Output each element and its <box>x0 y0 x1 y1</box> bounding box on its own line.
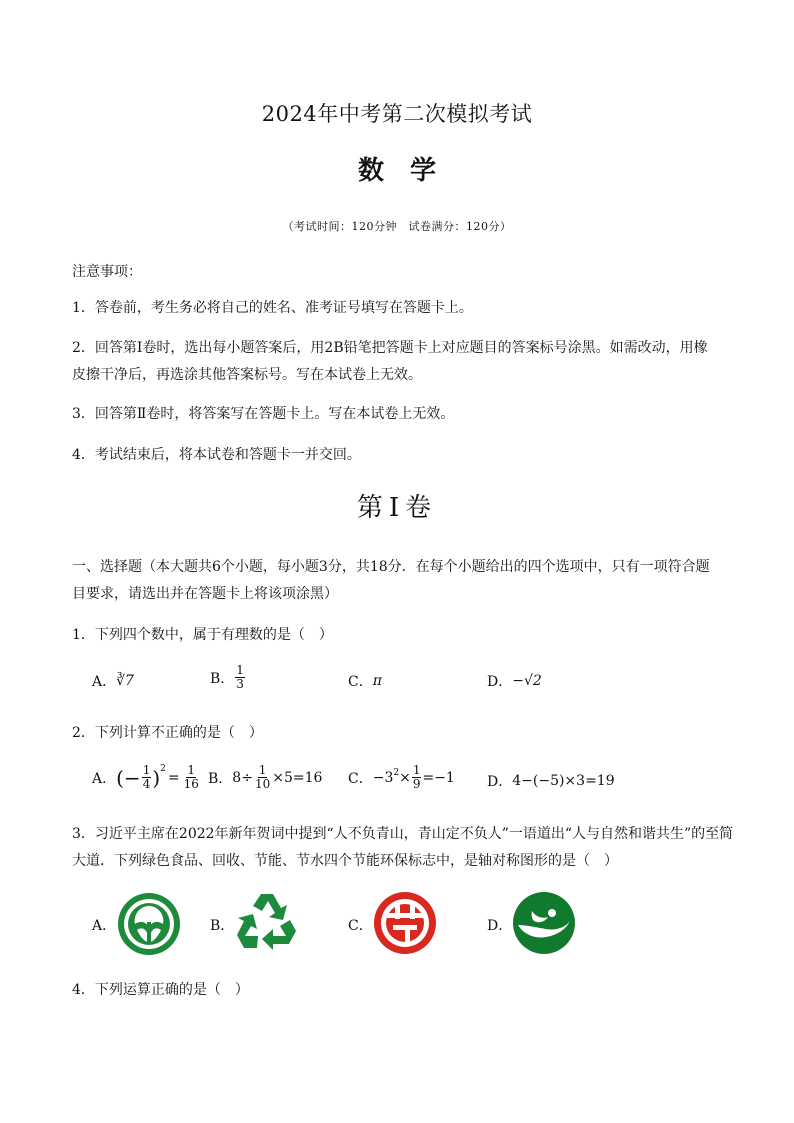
water-saving-logo-icon <box>512 891 576 955</box>
section-heading-cont: 目要求，请选出并在答题卡上将该项涂黑） <box>72 586 338 602</box>
expr-part: =−1 <box>422 769 455 786</box>
exponent: 2 <box>393 768 400 778</box>
option-label: D． <box>487 774 513 790</box>
option-label: A． <box>92 674 117 690</box>
numerator: 1 <box>412 763 421 777</box>
fraction <box>235 664 245 691</box>
option-label: B． <box>208 770 233 787</box>
q3-option-b-label[interactable]: B． <box>210 918 235 934</box>
denominator: 4 <box>142 777 151 791</box>
option-expr: 4−(−5)×3=19 <box>512 773 615 789</box>
fraction <box>142 764 152 791</box>
question-1-stem: 1．下列四个数中，属于有理数的是（ ） <box>72 627 333 643</box>
fraction <box>183 764 200 791</box>
q1-option-d[interactable] <box>487 671 542 691</box>
exam-title: 2024年中考第二次模拟考试 <box>261 102 533 126</box>
numerator: 1 <box>258 763 267 777</box>
option-expr: π <box>372 673 382 689</box>
option-label: C． <box>348 770 373 787</box>
expr-part: −3 <box>372 769 394 786</box>
q3-option-c-label[interactable]: C． <box>348 918 373 934</box>
question-4-stem: 4．下列运算正确的是（ ） <box>72 982 249 998</box>
paren-close: ) <box>152 765 161 790</box>
notes-heading: 注意事项： <box>72 264 142 280</box>
paren-open: (− <box>116 765 141 790</box>
expr-part: ×5=16 <box>272 769 323 786</box>
option-label: A． <box>92 770 117 787</box>
denominator: 10 <box>254 777 271 791</box>
expr-part: × <box>399 769 411 786</box>
green-food-logo-icon <box>117 892 181 956</box>
question-3-stem-cont: 大道．下列绿色食品、回收、节能、节水四个节能环保标志中，是轴对称图形的是（ ） <box>72 853 618 869</box>
option-label: B． <box>210 670 235 687</box>
note-item: 4．考试结束后，将本试卷和答题卡一并交回。 <box>72 447 361 463</box>
q2-option-b[interactable] <box>208 764 322 791</box>
denominator: 9 <box>412 777 421 791</box>
numerator: 1 <box>187 763 196 777</box>
q2-option-d[interactable] <box>487 771 615 791</box>
note-item: 1．答卷前，考生务必将自己的姓名、准考证号填写在答题卡上。 <box>72 300 473 316</box>
denominator: 3 <box>236 677 244 691</box>
denominator: 16 <box>183 777 199 791</box>
recycle-logo-icon <box>234 890 300 952</box>
numerator: 1 <box>142 763 151 777</box>
option-expr: ∛7 <box>116 673 134 689</box>
exam-info: （考试时间：120分钟 试卷满分：120分） <box>282 220 512 233</box>
q3-option-a-label[interactable]: A． <box>92 918 117 934</box>
section-heading: 一、选择题（本大题共6个小题，每小题3分，共18分．在每个小题给出的四个选项中，只有一项符合题 <box>72 559 710 575</box>
q1-option-c[interactable] <box>348 671 382 691</box>
volume-title: 第Ⅰ卷 <box>356 493 438 523</box>
expr-part: 8÷ <box>232 769 253 786</box>
exponent: 2 <box>160 764 166 774</box>
note-item: 皮擦干净后，再选涂其他答案标号。写在本试卷上无效。 <box>72 367 422 383</box>
fraction <box>254 764 271 791</box>
option-label: D． <box>487 674 513 690</box>
question-3-stem: 3．习近平主席在2022年新年贺词中提到“人不负青山，青山定不负人”一语道出“人与自然和谐共生”的至简 <box>72 826 734 842</box>
q1-option-a[interactable] <box>92 671 134 691</box>
question-2-stem: 2．下列计算不正确的是（ ） <box>72 725 263 741</box>
equals: = <box>167 769 180 786</box>
note-item: 2．回答第Ⅰ卷时，选出每小题答案后，用2B铅笔把答题卡上对应题目的答案标号涂黑。如需改动，用橡 <box>72 340 708 356</box>
q2-option-a[interactable] <box>92 764 201 791</box>
q3-option-d-label[interactable]: D． <box>487 918 513 934</box>
option-label: C． <box>348 674 373 690</box>
subject-title: 数学 <box>357 156 462 186</box>
q1-option-b[interactable] <box>210 664 246 691</box>
energy-saving-logo-icon <box>373 891 437 955</box>
numerator: 1 <box>236 663 244 677</box>
option-expr: −√2 <box>512 673 542 689</box>
fraction <box>412 764 422 791</box>
note-item: 3．回答第Ⅱ卷时，将答案写在答题卡上。写在本试卷上无效。 <box>72 406 455 422</box>
q2-option-c[interactable] <box>348 764 455 791</box>
